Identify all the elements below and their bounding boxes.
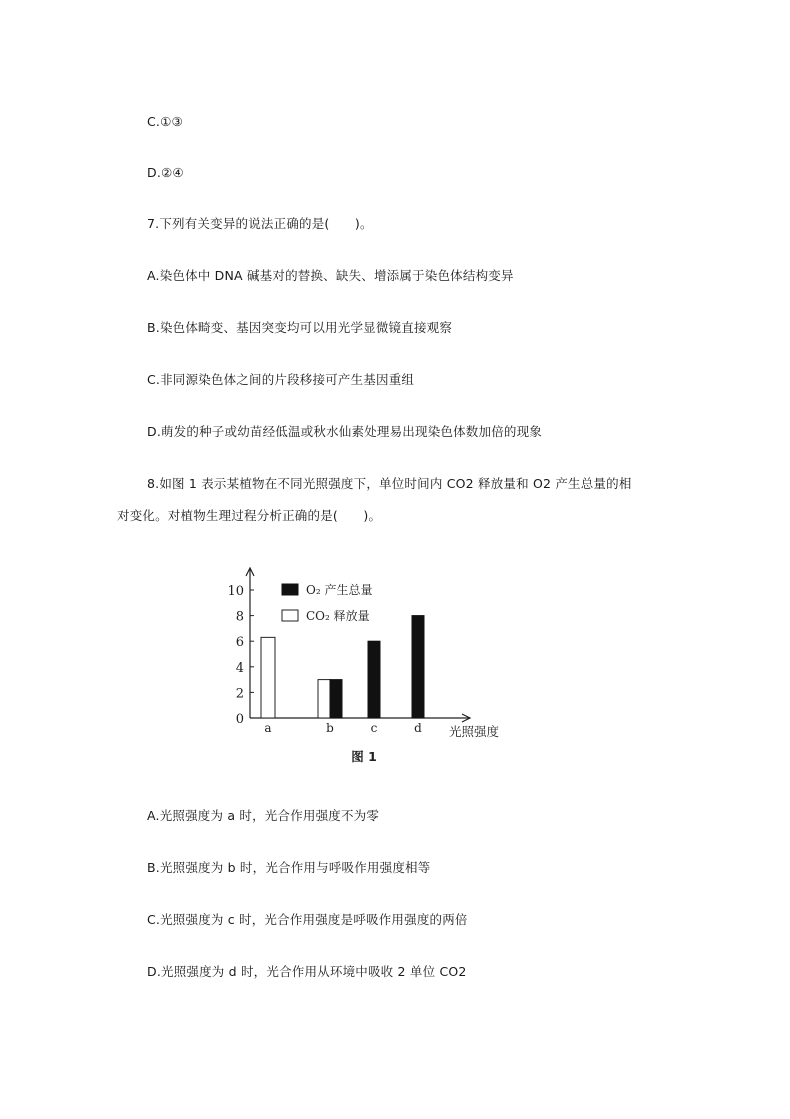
y-tick-label: 8 <box>235 609 244 625</box>
x-category-label-b: b <box>326 721 334 735</box>
q8-option-a: A.光照强度为 a 时，光合作用强度不为零 <box>147 808 380 823</box>
y-tick-label: 10 <box>227 584 244 599</box>
q8-option-c: C.光照强度为 c 时，光合作用强度是呼吸作用强度的两倍 <box>147 912 468 927</box>
bar-o2-c <box>368 641 380 718</box>
legend-label-co2: CO₂ 释放量 <box>306 609 370 623</box>
bar-chart-figure <box>214 560 514 775</box>
bar-o2-d <box>412 616 424 718</box>
legend-swatch-o2 <box>282 584 298 595</box>
bar-chart <box>214 560 514 775</box>
y-tick-label: 0 <box>235 712 244 727</box>
y-tick-label: 6 <box>235 635 244 651</box>
y-tick-label: 2 <box>235 686 244 702</box>
q7-option-a: A.染色体中 DNA 碱基对的替换、缺失、增添属于染色体结构变异 <box>147 268 514 283</box>
question-8-stem-line1: 8.如图 1 表示某植物在不同光照强度下，单位时间内 CO2 释放量和 O2 产生总量的相 <box>147 476 632 491</box>
bar-o2-b <box>330 680 342 718</box>
bar-co2-a <box>261 637 275 718</box>
option-d-prev: D.②④ <box>147 165 184 180</box>
q7-option-d: D.萌发的种子或幼苗经低温或秋水仙素处理易出现染色体数加倍的现象 <box>147 424 542 439</box>
q7-option-b: B.染色体畸变、基因突变均可以用光学显微镜直接观察 <box>147 320 453 335</box>
bar-co2-b <box>318 680 330 718</box>
x-category-label-d: d <box>414 721 422 735</box>
figure-caption: 图 1 <box>351 749 377 764</box>
x-axis-label: 光照强度 <box>448 724 500 739</box>
legend-swatch-co2 <box>282 610 298 621</box>
q7-option-c: C.非同源染色体之间的片段移接可产生基因重组 <box>147 372 415 387</box>
x-category-label-a: a <box>264 721 272 735</box>
option-c-prev: C.①③ <box>147 114 183 129</box>
y-tick-label: 4 <box>235 660 244 676</box>
question-8-stem-line2: 对变化。对植物生理过程分析正确的是( )。 <box>117 508 382 523</box>
legend-label-o2: O₂ 产生总量 <box>306 583 373 597</box>
question-7-stem: 7.下列有关变异的说法正确的是( )。 <box>147 216 373 231</box>
q8-option-b: B.光照强度为 b 时，光合作用与呼吸作用强度相等 <box>147 860 431 875</box>
x-category-label-c: c <box>370 721 378 735</box>
q8-option-d: D.光照强度为 d 时，光合作用从环境中吸收 2 单位 CO2 <box>147 964 467 979</box>
